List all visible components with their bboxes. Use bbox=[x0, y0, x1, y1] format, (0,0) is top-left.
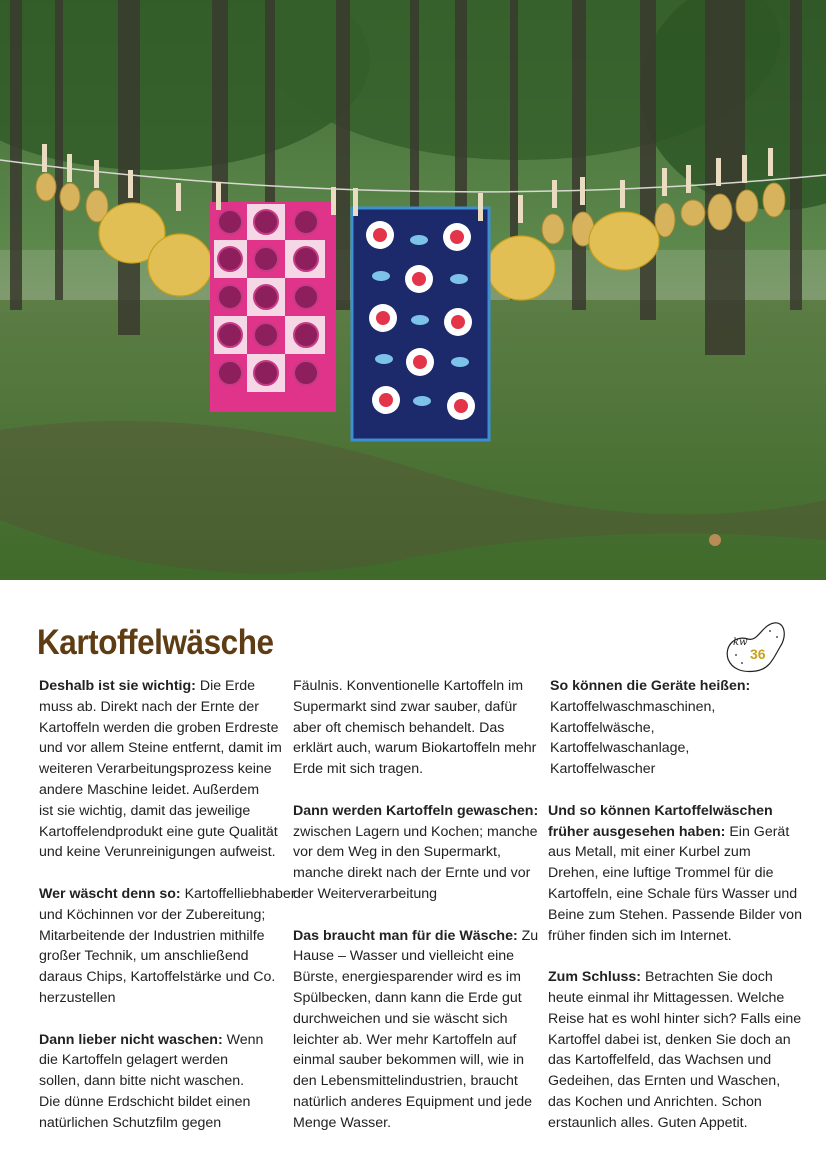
text-column-3 bbox=[548, 676, 802, 1154]
text-column-1 bbox=[39, 676, 296, 1154]
paragraph-heading: früher ausgesehen haben: bbox=[548, 823, 726, 840]
paragraph-heading: Deshalb ist sie wichtig: bbox=[39, 678, 196, 694]
photo-illustration bbox=[0, 0, 826, 580]
paragraph-heading: Das braucht man für die Wäsche: bbox=[293, 927, 518, 944]
paragraph-decay: Fäulnis. Konventionelle Kartoffeln im Supermarkt sind zwar sauber, dafür aber oft chemisch behandelt. Das erklärt auch, warum Biokartoffeln mehr Erde mit sich tragen. bbox=[293, 678, 537, 778]
paragraph-heading: Und so können Kartoffelwäschen bbox=[548, 802, 773, 819]
paragraph-heading: Dann werden Kartoffeln gewaschen: bbox=[293, 802, 539, 819]
paragraph-device-names: So können die Geräte heißen: Kartoffelwaschmaschinen, Kartoffelwäsche, Kartoffelwaschanlage, Kartoffelwascher bbox=[548, 676, 798, 780]
paragraph-conclusion: Zum Schluss: Betrachten Sie doch heute einmal ihr Mittagessen. Welche Reise hat es wohl hinter sich? Falls eine Kartoffel dabei ist, denken Sie doch an das Kartoffelfeld, das Wachsen und Gedeihen, das Ernten und Waschen, das Kochen und Anrichten. Schon erstaunlich alles. Guten Appetit. bbox=[548, 969, 802, 1131]
page-title: Kartoffelwäsche bbox=[37, 623, 274, 662]
paragraph-who-washes: Wer wäscht denn so: Kartoffelliebhaber und Köchinnen vor der Zubereitung; Mitarbeitende der Industrien mithilfe großer Technik, um anschließend daraus Chips, Kartoffelstärke und Co. herzustellen bbox=[39, 885, 296, 1006]
paragraph-heading: Dann lieber nicht waschen: bbox=[39, 1031, 223, 1048]
text-column-2 bbox=[293, 676, 539, 1154]
paragraph-dont-wash: Dann lieber nicht waschen: Wenn die Kartoffeln gelagert werden sollen, dann bitte nicht waschen. Die dünne Erdschicht bildet einen natürlichen Schutzfilm gegen bbox=[39, 1031, 264, 1131]
paragraph-heading: Zum Schluss: bbox=[548, 969, 642, 986]
forest-clothesline-photo bbox=[0, 0, 826, 580]
paragraph-why-important: Deshalb ist sie wichtig: Die Erde muss ab. Direkt nach der Ernte der Kartoffeln werden die groben Erdreste und vor allem Steine entfernt, damit im weiteren Verarbeitungsprozess keine andere Maschine leidet. Außerdem ist sie wichtig, damit das jeweilige Kartoffelendprodukt eine gute Qualität und keine Verunreinigungen aufweist. bbox=[39, 678, 282, 861]
badge-number: 36 bbox=[750, 646, 766, 662]
badge-kw-text: kw bbox=[733, 637, 748, 648]
paragraph-history: Und so können Kartoffelwäschen früher ausgesehen haben: Ein Gerät aus Metall, mit einer Kurbel zum Drehen, eine luftige Trommel für die Kartoffeln, eine Schale fürs Wasser und Beine zum Stehen. Passende Bilder von früher finden sich im Internet. bbox=[548, 802, 802, 944]
paragraph-when-washed: Dann werden Kartoffeln gewaschen: zwischen Lagern und Kochen; manche vor dem Weg in den Supermarkt, manche direkt nach der Ernte und vor der Weiterverarbeitung bbox=[293, 802, 539, 902]
paragraph-what-needed: Das braucht man für die Wäsche: Zu Hause – Wasser und vielleicht eine Bürste, energiesparender wird es im Spülbecken, dann kann die Erde gut durchweichen und sie wäscht sich leichter ab. Wer mehr Kartoffeln auf einmal sauber bekommen will, wie in den Lebensmittelindustrien, braucht natürlich anderes Equipment und jede Menge Wasser. bbox=[293, 927, 539, 1131]
paragraph-heading: So können die Geräte heißen: bbox=[550, 678, 751, 694]
paragraph-heading: Wer wäscht denn so: bbox=[39, 885, 181, 902]
